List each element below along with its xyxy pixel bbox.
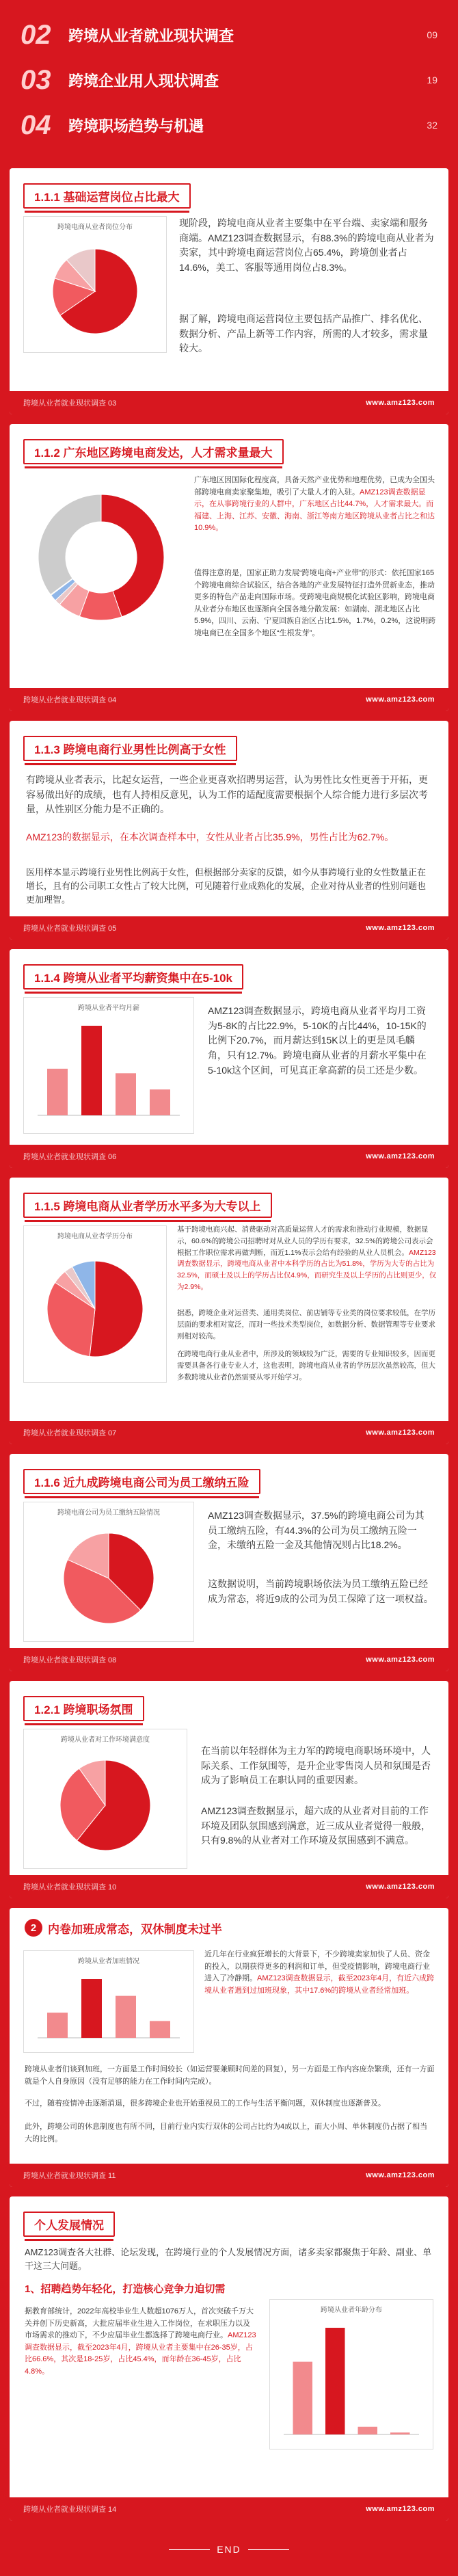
- paragraph: [177, 1224, 437, 1293]
- section-1-1-2: [10, 424, 448, 711]
- bar-chart-age: [269, 2299, 433, 2449]
- footer-site: www.amz123.com: [366, 1656, 435, 1664]
- paragraph: AMZ123调查各大社群、论坛发现，在跨境行业的个人发展情况方面，诸多卖家都聚焦于年龄、副业、单干这三大问题。: [25, 2247, 432, 2272]
- bar: [81, 1979, 102, 2038]
- subsection-number: 2: [25, 1919, 42, 1937]
- divider: [169, 2549, 210, 2550]
- paragraph: [194, 475, 437, 535]
- paragraph-text: 广东地区因国际化程度高，具备天然产业优势和地理优势，已成为全国头部跨境电商卖家聚集地，吸引了大量人才的入驻。: [194, 476, 435, 496]
- toc-page: 32: [427, 120, 437, 131]
- bar-svg: [270, 2314, 433, 2447]
- chart-title: 跨境电商从业者岗位分布: [57, 224, 133, 231]
- bar: [47, 1069, 68, 1115]
- paragraph-text: 现阶段，跨境电商从业者主要集中在平台端、卖家端和服务商端。AMZ123调查数据显示，有88.3%的跨境电商从业者为卖家，其中跨境电商运营岗位占65.4%，跨境创业者占14.6%，美工、客服等通用岗位占8.3%。: [179, 217, 434, 274]
- pie-slice: [38, 494, 101, 595]
- paragraph: [204, 1949, 437, 1997]
- section-heading: 1.1.2 广东地区跨境电商发达，人才需求量最大: [23, 439, 284, 464]
- section-heading: 1.2.1 跨境职场氛围: [23, 1696, 144, 1721]
- pie-slice: [90, 1261, 143, 1357]
- paragraph: AMZ123调查数据显示，跨境电商从业者平均月工资为5-8K的占比22.9%，5-10K的占比44%，10-15K的比例下20.7%，而月薪达到15K以上的更是凤毛麟角，只有12.7%。跨境电商从业者的月薪水平集中在5-10k这个区间，可见真正拿高薪的员工还是少数。: [208, 1005, 427, 1076]
- panel-footer: [10, 2164, 448, 2187]
- footer-site: www.amz123.com: [366, 1152, 435, 1160]
- donut-chart-region: [19, 479, 183, 636]
- paragraph: 据了解，跨境电商运营岗位主要包括产品推广、排名优化、数据分析、产品上新等工作内容，所需的人才较多，需求量较大。: [179, 313, 428, 354]
- footer-page: 跨境从业者就业现状调查 05: [23, 925, 117, 933]
- section-1-1-4: [10, 949, 448, 1168]
- pie-svg: [24, 1744, 187, 1863]
- footer-page: 跨境从业者就业现状调查 14: [23, 2506, 117, 2514]
- toc-title: 跨境从业者就业现状调查: [68, 27, 234, 44]
- footer-page: 跨境从业者就业现状调查 03: [23, 399, 117, 408]
- bar: [390, 2432, 410, 2434]
- section-1-1-3: [10, 721, 448, 940]
- table-of-contents: [0, 0, 458, 161]
- toc-item[interactable]: [21, 103, 437, 148]
- chart-title: 跨境从业者平均月薪: [78, 1005, 139, 1012]
- section-heading: 1.1.1 基础运营岗位占比最大: [23, 183, 191, 209]
- pie-chart-insurance: [23, 1502, 194, 1642]
- pie-svg: [24, 231, 166, 347]
- section-personal-development: [10, 2196, 448, 2521]
- chart-title: 跨境从业者加班情况: [78, 1958, 139, 1965]
- toc-page: 09: [427, 29, 437, 40]
- highlight-text: AMZ123调查数据显示，截至2023年4月，跨境从业者主要集中在26-35岁，占比66.6%，其次是18-25岁，占比45.4%，而年龄在36-45岁，占比4.8%。: [25, 2331, 256, 2376]
- end-marker: [0, 2536, 458, 2563]
- divider: [248, 2549, 289, 2550]
- chart-title: 跨境电商从业者学历分布: [57, 1233, 133, 1240]
- toc-title: 跨境职场趋势与机遇: [68, 117, 204, 135]
- section-heading: 1.1.5 跨境电商从业者学历水平多为大专以上: [23, 1193, 272, 1218]
- panel-footer: [10, 1875, 448, 1898]
- panel-footer: [10, 1648, 448, 1671]
- bar: [47, 2013, 68, 2038]
- footer-site: www.amz123.com: [366, 2171, 435, 2179]
- chart-title: 跨境从业者年龄分布: [321, 2307, 382, 2314]
- footer-site: www.amz123.com: [366, 399, 435, 407]
- section-heading: 个人发展情况: [23, 2212, 115, 2237]
- footer-site: www.amz123.com: [366, 1429, 435, 1437]
- section-1-1-1: [10, 168, 448, 414]
- chart-title: 跨境电商公司为员工缴纳五险情况: [57, 1509, 160, 1517]
- bar: [150, 2021, 170, 2038]
- paragraph: 这数据说明，当前跨境职场依法为员工缴纳五险已经成为常态，将近9成的公司为员工保障了这一项权益。: [208, 1578, 433, 1604]
- paragraph: AMZ123调查数据显示，超六成的从业者对目前的工作环境及团队氛围感到满意，近三成从业者觉得一般般，只有9.8%的从业者对工作环境及氛围感到不满意。: [201, 1805, 431, 1846]
- section-1-1-5: [10, 1178, 448, 1444]
- panel-footer: [10, 391, 448, 414]
- paragraph: AMZ123调查数据显示，37.5%的跨境电商公司为其员工缴纳五险，有44.3%的公司为员工缴纳五险一金，未缴纳五险一金及其他情况则占比18.2%。: [208, 1510, 425, 1551]
- panel-footer: [10, 1421, 448, 1444]
- footer-site: www.amz123.com: [366, 924, 435, 932]
- bar-chart-overtime: [23, 1950, 194, 2053]
- bar-svg: [24, 1012, 193, 1128]
- highlight-text: AMZ123调查数据显示，跨境电商从业者中本科学历的占比为51.8%，学历为大专的占比为32.5%，而硕士及以上的学历占比仅4.9%，而研究生及以上学历的占比则更少，仅为2.9%。: [177, 1248, 437, 1291]
- pie-svg: [24, 1240, 166, 1377]
- bar: [358, 2427, 378, 2434]
- bar: [116, 1996, 136, 2038]
- footer-page: 跨境从业者就业现状调查 10: [23, 1883, 117, 1891]
- highlight-text: AMZ123调查数据显示，在从事跨境行业的人群中，广东地区占比44.7%，人才需求最大。而福建、上海、江苏、安徽、海南、浙江等南方地区跨境从业者占比之和达10.9%。: [194, 488, 435, 533]
- paragraph: 不过，随着疫情冲击逐渐消退，很多跨境企业也开始重视员工的工作与生活平衡问题，双休制度也逐渐普及。: [25, 2099, 386, 2108]
- section-overtime: [10, 1908, 448, 2187]
- footer-site: www.amz123.com: [366, 695, 435, 704]
- pie-svg: [24, 1517, 193, 1636]
- highlight-paragraph: AMZ123的数据显示，在本次调查样本中，女性从业者占比35.9%，男性占比为62.7%。: [26, 832, 394, 842]
- footer-site: www.amz123.com: [366, 1883, 435, 1891]
- toc-page: 19: [427, 75, 437, 85]
- bar: [293, 2362, 313, 2434]
- paragraph-text: 基于跨境电商兴起、消费驱动对高质量运营人才的需求和推动行业规模，数据显示，60.6%的跨境公司招聘时对从业人员的学历有要求，32.5%的跨境公司表示会根据工作职位需求再做判断，而近1.1%表示会给有经验的从业人员机会。: [177, 1225, 433, 1257]
- subsection-heading: [25, 1919, 448, 1937]
- bar: [150, 1089, 170, 1115]
- footer-page: 跨境从业者就业现状调查 04: [23, 696, 117, 704]
- paragraph-text: 近几年在行业疯狂增长的大背景下，不少跨境卖家加快了人员、资金的投入，以期获得更多的利润和订单，但受疫情影响，跨境电商行业进入了冷静期。: [204, 1950, 430, 1983]
- panel-footer: [10, 2497, 448, 2521]
- toc-title: 跨境企业用人现状调查: [68, 72, 219, 90]
- panel-footer: [10, 688, 448, 711]
- footer-page: 跨境从业者就业现状调查 07: [23, 1429, 117, 1437]
- panel-footer: [10, 916, 448, 940]
- footer-site: www.amz123.com: [366, 2505, 435, 2513]
- paragraph: [179, 216, 435, 276]
- paragraph: 据悉，跨境企业对运营类、通用类岗位、前店铺等专业类的岗位要求较低，在学历层面的要求相对宽泛，而对一些技术类型岗位，如数据分析、数据管理等专业要求则相对较高。: [177, 1309, 435, 1340]
- toc-number: 04: [21, 109, 51, 140]
- section-heading: 1.1.4 跨境从业者平均薪资集中在5-10k: [23, 964, 243, 990]
- paragraph: 此外，跨境公司的休息制度也有所不同，目前行业内实行双休的公司占比约为4成以上，而大小周、单休制度仍占据了相当大的比例。: [25, 2123, 428, 2143]
- paragraph: 有跨境从业者表示，比起女运营，一些企业更喜欢招聘男运营，认为男性比女性更善于开拓，更容易做出好的成绩，也有人持相反意见，认为工作的适配度需要根据个人综合能力进行多层次考量，从性别区分能力是不正确的。: [26, 774, 428, 815]
- paragraph-text: 据教育部统计，2022年高校毕业生人数超1076万人，首次突破千万大关并创下历史新高，大批应届毕业生进入工作岗位，在求职压力以及市场需求的推动下，不少应届毕业生都选择了跨境电商行业。: [25, 2307, 254, 2340]
- paragraph: 跨境从业者们谈到加班，一方面是工作时间较长（如运营要兼顾时间差的回复），另一方面是工作内容庞杂繁琐，还有一方面就是个人自身原因（没有足够的能力在工作时间内完成）。: [25, 2065, 435, 2086]
- toc-number: 03: [21, 64, 51, 95]
- pie-chart-education: [23, 1225, 167, 1383]
- paragraph: 医用样本显示跨境行业男性比例高于女性，但根据部分卖家的反馈，如今从事跨境行业的女性数量正在增长，且有的公司职工女性占了较大比例，可见随着行业成熟化的发展，企业对待从业者的性别问题也更加理智。: [26, 867, 427, 905]
- section-heading: 1.1.6 近九成跨境电商公司为员工缴纳五险: [23, 1469, 260, 1494]
- highlight-text: AMZ123调查数据显示，截至2023年4月，有近六成跨境从业者遇到过加班现象，其中17.6%的跨境从业者经常加班。: [204, 1974, 435, 1995]
- paragraph: [25, 2306, 257, 2378]
- toc-item[interactable]: [21, 12, 437, 57]
- subsection-title: 1、招聘趋势年轻化，打造核心竞争力迫切需: [25, 2283, 226, 2295]
- section-heading: 1.1.3 跨境电商行业男性比例高于女性: [23, 736, 237, 761]
- bar: [325, 2328, 345, 2434]
- bar: [116, 1073, 136, 1115]
- end-label: END: [217, 2544, 241, 2555]
- footer-page: 跨境从业者就业现状调查 08: [23, 1656, 117, 1664]
- bar-chart-salary: [23, 997, 194, 1134]
- footer-page: 跨境从业者就业现状调查 11: [23, 2172, 116, 2180]
- footer-page: 跨境从业者就业现状调查 06: [23, 1153, 117, 1161]
- pie-chart-satisfaction: [23, 1729, 187, 1869]
- section-1-1-6: [10, 1454, 448, 1671]
- paragraph: 在跨境电商行业从业者中，所涉及的领域较为广泛，需要的专业知识较多，因而更需要具备各行业专业人才，这也表明，跨境电商从业者的学历层次虽然较高，但大多数跨境从业者仍然需要从零开始学习。: [177, 1350, 435, 1381]
- section-1-2-1: [10, 1681, 448, 1898]
- bar: [81, 1026, 102, 1115]
- chart-title: 跨境从业者对工作环境满意度: [61, 1736, 150, 1744]
- toc-item[interactable]: [21, 57, 437, 103]
- pie-chart-roles: [23, 216, 167, 353]
- toc-number: 02: [21, 19, 51, 50]
- paragraph: 值得注意的是，国家正助力发展“跨境电商+产业带”的形式：依托国家165个跨境电商综合试验区，结合各地的产业发展特征打造外贸新业态，推动更多的特色产品走向国际市场。受跨境电商规模化试验区影响，跨境电商从业者分布地区也逐渐向全国各地分散发展：如湖南、湖北地区占比5.9%，四川、云南、宁夏回族自治区占比1.5%，1.7%，0.2%，这说明跨境电商已在全国多个地区“生根发芽”。: [194, 569, 436, 637]
- paragraph: 在当前以年轻群体为主力军的跨境电商职场环境中，人际关系、工作氛围等，是升企业零售岗人员和氛围是否成为了影响员工在职认同的重要因素。: [201, 1745, 431, 1786]
- bar-svg: [24, 1965, 193, 2051]
- panel-footer: [10, 1145, 448, 1168]
- subsection-title: 内卷加班成常态，双休制度未过半: [48, 1922, 222, 1936]
